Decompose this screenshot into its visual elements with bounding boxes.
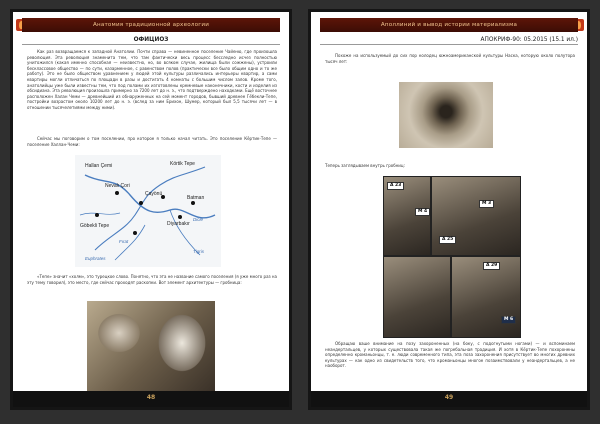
excavation-map <box>75 155 221 267</box>
map-label-firat: Fırat <box>119 239 129 244</box>
burials-photo-collage <box>383 176 521 338</box>
well-pit-photo <box>399 82 493 148</box>
right-footer <box>311 391 587 407</box>
left-paragraph-3: «Тепе» значит «холм», это турецкое слово. Понятно, что эта не название самого поселения (я уже много раз на эту тему говорил), это место, где сейчас проходят раскопки. Вот элемент архитектуры — гробница: <box>27 274 277 285</box>
right-header-title: Аполлиний и вывод истории материализма <box>320 18 578 32</box>
tomb-photo <box>87 301 215 391</box>
left-section-title: ОФИЦИОЗ <box>22 37 280 45</box>
map-label-dicle: Dicle <box>193 217 204 222</box>
tag-m4: M 4 <box>415 208 430 216</box>
right-page <box>308 9 590 410</box>
left-page <box>10 9 292 410</box>
burial-photo-2 <box>431 176 521 256</box>
map-label-nevali: Nevalı Çori <box>105 183 130 189</box>
tag-a23: A 23 <box>387 182 404 190</box>
right-page-number: 49 <box>444 394 454 401</box>
tag-a29: A 29 <box>483 262 500 270</box>
map-label-tigris: Tigris <box>193 249 204 254</box>
left-header-title: Анатомия традиционной археологии <box>22 18 280 32</box>
burial-photo-3 <box>383 256 451 338</box>
right-section-title: АПОКРИФ-90: 05.2015 (15.1 ил.) <box>320 37 578 45</box>
right-paragraph-2: Теперь заглядываем внутрь гробниц: <box>325 163 405 168</box>
tag-m6: M 6 <box>501 316 516 324</box>
map-svg <box>75 155 221 267</box>
left-paragraph-2: Сейчас мы поговорим о том поселении, про которое я только начал читать. Это поселение Кёртик-Тепе — поселение Халлан-Чеми: <box>27 136 277 147</box>
map-label-hallan: Hallan Çemi <box>85 163 113 169</box>
map-label-diyarbakir: Diyarbakır <box>167 221 190 227</box>
map-label-euphrates: Euphrates <box>85 256 106 261</box>
left-paragraph-1: Как раз возвращаемся к западной Анатолии. Почти справа — невиненное поселение Чайеню, где произошла революция. Эта революция знаменита тем, что там фактически весь процесс бесследно исчез полностью унитожился (какая именно способная — неизвестно, но, во всяком случае, жилища были сожжены), устроили бесклассовое общество — по сути, казарменное, с равенством полов (практически все было общим одно и то же работу). Это не было обществом уравнением у людей этой культуры различались интерьеры квартир, а сами квартиры могли отличаться по площади в разы и достигать 4 комнаты с большим числом залов. Кроме того, анатолийцы уже были известны тем, что под полами их изготовлены кремневые наконечники, кости и изделия из обсидиана. Эта революция произошла примерно за 7200 лет до н. э., что подтверждено находками. Ещё восточнее расположен Халан Чеми — древнейший из обнаруженных на сей момент городов, бывший древнее Гёбекли-Тепе, постройки возрастом около 10200 лет до н. э. (вслед за ним Ерихон, Шумер, который был 5,5 тысячи лет — в отношении тысячелетиями между ними). <box>27 49 277 110</box>
left-footer <box>13 391 289 407</box>
left-page-number: 48 <box>146 394 156 401</box>
map-label-kortik: Körtik Tepe <box>170 161 195 167</box>
right-paragraph-3: Обращаю ваше внимание на позу захороненных (на боку, с подогнутыми ногами) — и вспоминаем неандертальцев, у которых существовала такая же погребальная традиция. И хотя в Кёртик-Тепе похоронены определенно кроманьонцы, т. е. люди современного типа, эта поза захоронения присутствует во многих древних культурах — как одно из свидетельств того, что кроманьонцы многое позаимствовали у неандертальцев, а не наоборот. <box>325 341 575 369</box>
tag-a25: A 25 <box>439 236 456 244</box>
map-label-gobekli: Göbekli Tepe <box>80 223 110 229</box>
map-label-batman: Batman <box>187 195 205 201</box>
map-label-cayonu: Çayönü <box>145 191 163 197</box>
right-paragraph-1: Похоже на используемый до сих пор колодец южноамериканской культуры Наска, которую около полутора тысяч лет: <box>325 53 575 64</box>
tag-m3: M 3 <box>479 200 494 208</box>
